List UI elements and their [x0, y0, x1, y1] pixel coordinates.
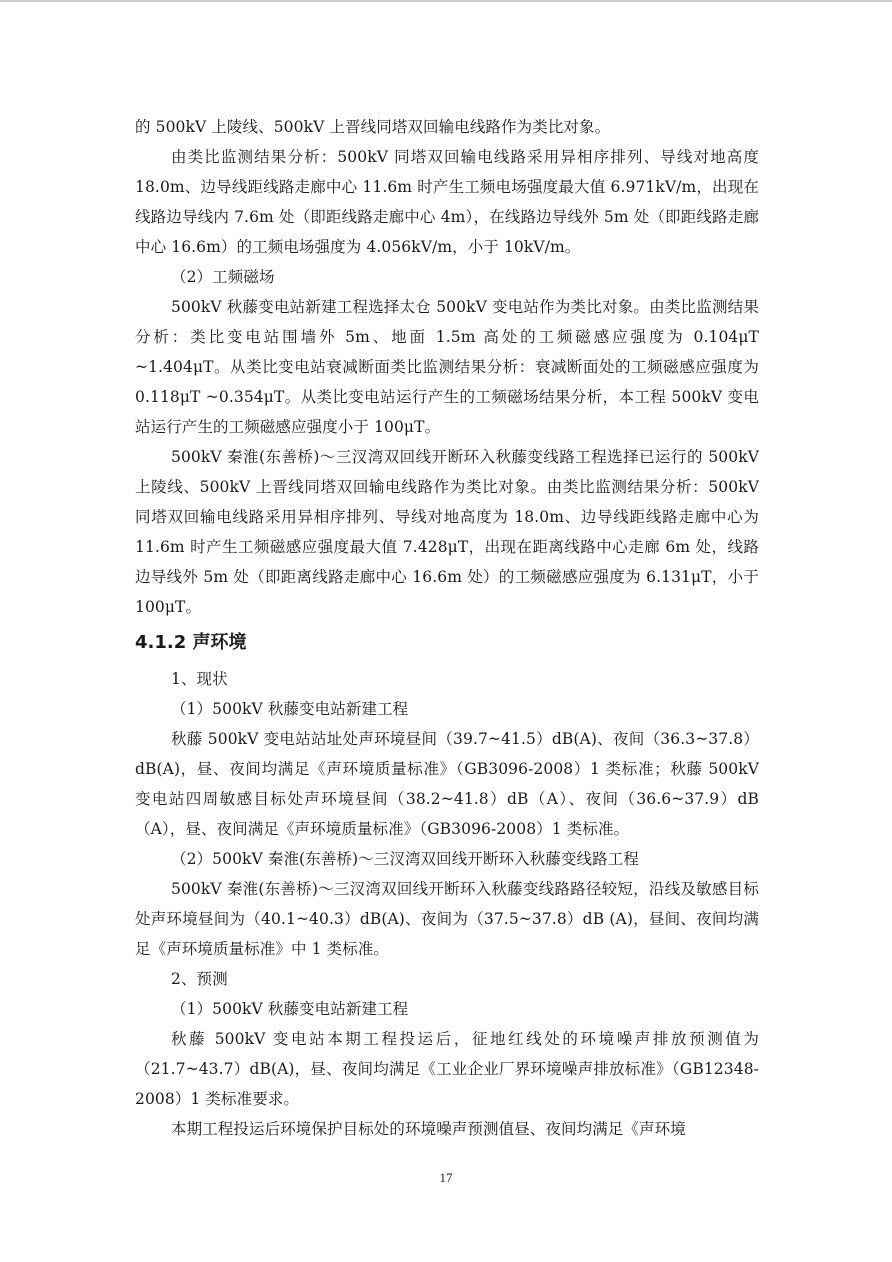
paragraph-continuation: 的 500kV 上陵线、500kV 上晋线同塔双回输电线路作为类比对象。 [135, 118, 611, 136]
page-number: 17 [439, 1170, 453, 1185]
paragraph-substation-noise-prediction: 秋藤 500kV 变电站本期工程投运后，征地红线处的环境噪声排放预测值为（21.7~43.7）dB(A)，昼、夜间均满足《工业企业厂界环境噪声排放标准》（GB12348-2008）1 类标准要求。 [135, 1030, 759, 1108]
document-body [135, 112, 759, 1144]
subheading-power-frequency-magnetic-field: （2）工频磁场 [171, 268, 275, 286]
subheading-prediction: 2、预测 [171, 970, 228, 988]
paragraph-line-magnetic-field: 500kV 秦淮(东善桥)～三汊湾双回线开断环入秋藤变线路工程选择已运行的 500kV 上陵线、500kV 上晋线同塔双回输电线路作为类比对象。由类比监测结果分析：500kV 同塔双回输电线路采用异相序排列、导线对地高度为 18.0m、边导线距线路走廊中心为 11.6m 时产生工频磁感应强度最大值 7.428μT，出现在距离线路中心走廊 6m 处，线路边导线外 5m 处（即距离线路走廊中心 16.6m 处）的工频磁感应强度为 6.131μT，小于 100μT。 [135, 448, 759, 616]
paragraph-substation-noise-status: 秋藤 500kV 变电站站址处声环境昼间（39.7~41.5）dB(A)、夜间（36.3~37.8）dB(A)，昼、夜间均满足《声环境质量标准》（GB3096-2008）1 类标准；秋藤 500kV 变电站四周敏感目标处声环境昼间（38.2~41.8）dB（A）、夜间（36.6~37.9）dB（A），昼、夜间满足《声环境质量标准》（GB3096-2008）1 类标准。 [135, 730, 759, 838]
subheading-line-project: （2）500kV 秦淮(东善桥)～三汊湾双回线开断环入秋藤变线路工程 [171, 850, 639, 868]
paragraph-line-noise-status: 500kV 秦淮(东善桥)～三汊湾双回线开断环入秋藤变线路路径较短，沿线及敏感目标处声环境昼间为（40.1~40.3）dB(A)、夜间为（37.5~37.8）dB (A)，昼间、夜间均满足《声环境质量标准》中 1 类标准。 [135, 880, 759, 958]
paragraph-substation-magnetic-field: 500kV 秋藤变电站新建工程选择太仓 500kV 变电站作为类比对象。由类比监测结果分析：类比变电站围墙外 5m、地面 1.5m 高处的工频磁感应强度为 0.104μT ~1.404μT。从类比变电站衰减断面类比监测结果分析：衰减断面处的工频磁感应强度为 0.118μT ~0.354μT。从类比变电站运行产生的工频磁场结果分析，本工程 500kV 变电站运行产生的工频磁感应强度小于 100μT。 [135, 298, 759, 436]
section-heading-acoustic-environment: 4.1.2 声环境 [135, 632, 247, 653]
paragraph-line-efield-result: 由类比监测结果分析：500kV 同塔双回输电线路采用异相序排列、导线对地高度 18.0m、边导线距线路走廊中心 11.6m 时产生工频电场强度最大值 6.971kV/m，出现在线路边导线内 7.6m 处（即距线路走廊中心 4m），在线路边导线外 5m 处（即距线路走廊中心 16.6m）的工频电场强度为 4.056kV/m，小于 10kV/m。 [135, 148, 759, 256]
paragraph-target-noise-prediction: 本期工程投运后环境保护目标处的环境噪声预测值昼、夜间均满足《声环境 [171, 1120, 686, 1138]
page-top-border [0, 0, 892, 2]
subheading-substation-project-prediction: （1）500kV 秋藤变电站新建工程 [171, 1000, 409, 1018]
subheading-current-status: 1、现状 [171, 670, 228, 688]
subheading-substation-project: （1）500kV 秋藤变电站新建工程 [171, 700, 409, 718]
